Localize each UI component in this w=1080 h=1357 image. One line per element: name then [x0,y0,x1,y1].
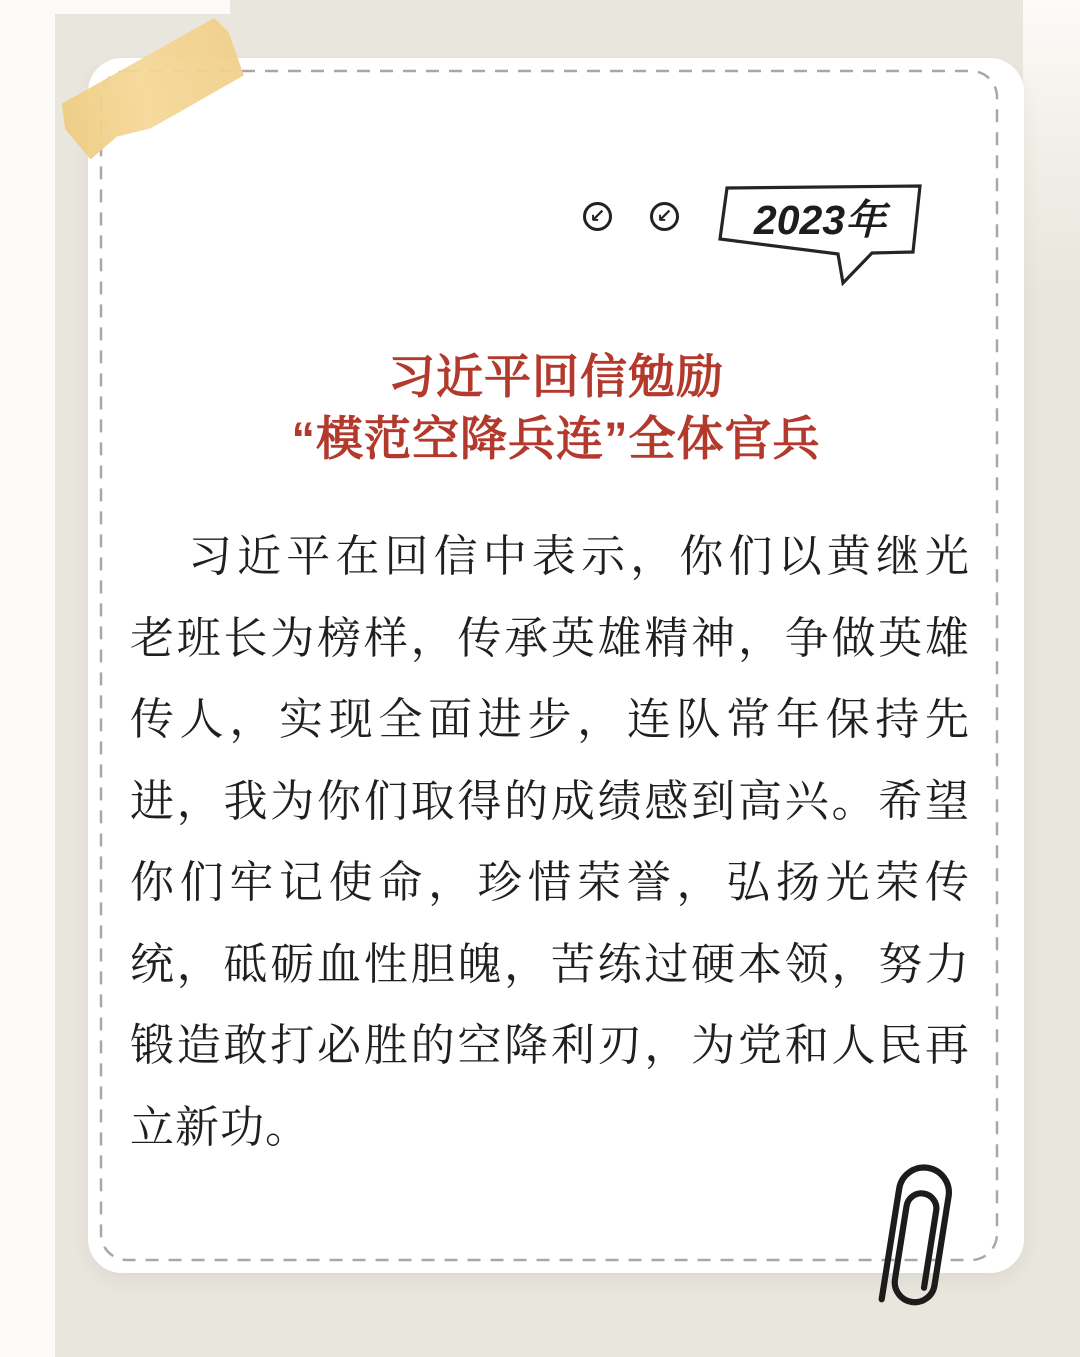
right-paper-edge [1023,0,1080,420]
body-line: 习近平在回信中表示，你们以黄继光 [188,532,970,581]
body-line: 锻造敢打必胜的空降利刃，为党和人民再 [130,1021,970,1070]
body-line: 统，砥砺血性胆魄，苦练过硬本领，努力 [130,939,970,989]
arrow-down-left-icon [583,202,612,231]
article-body [130,516,970,1168]
body-line: 进，我为你们取得的成绩感到高兴。希望 [130,776,970,826]
arrow-down-left-icon [650,202,679,231]
body-line: 传人，实现全面进步，连队常年保持先 [130,695,970,744]
year-label: 2023年 [753,197,887,243]
year-speech-bubble [712,180,924,292]
article-title [88,346,1024,470]
top-paper-edge [53,0,230,14]
left-paper-edge [0,0,55,1357]
body-line: 老班长为榜样，传承英雄精神，争做英雄 [130,613,970,663]
arrow-glyph: ↙ [656,206,673,227]
arrow-glyph: ↙ [589,206,606,227]
title-line: “模范空降兵连”全体官兵 [291,412,821,465]
body-line: 立新功。 [130,1102,310,1152]
body-line: 你们牢记使命，珍惜荣誉，弘扬光荣传 [130,858,970,907]
title-line: 习近平回信勉励 [388,350,724,403]
letter-card [88,58,1024,1273]
